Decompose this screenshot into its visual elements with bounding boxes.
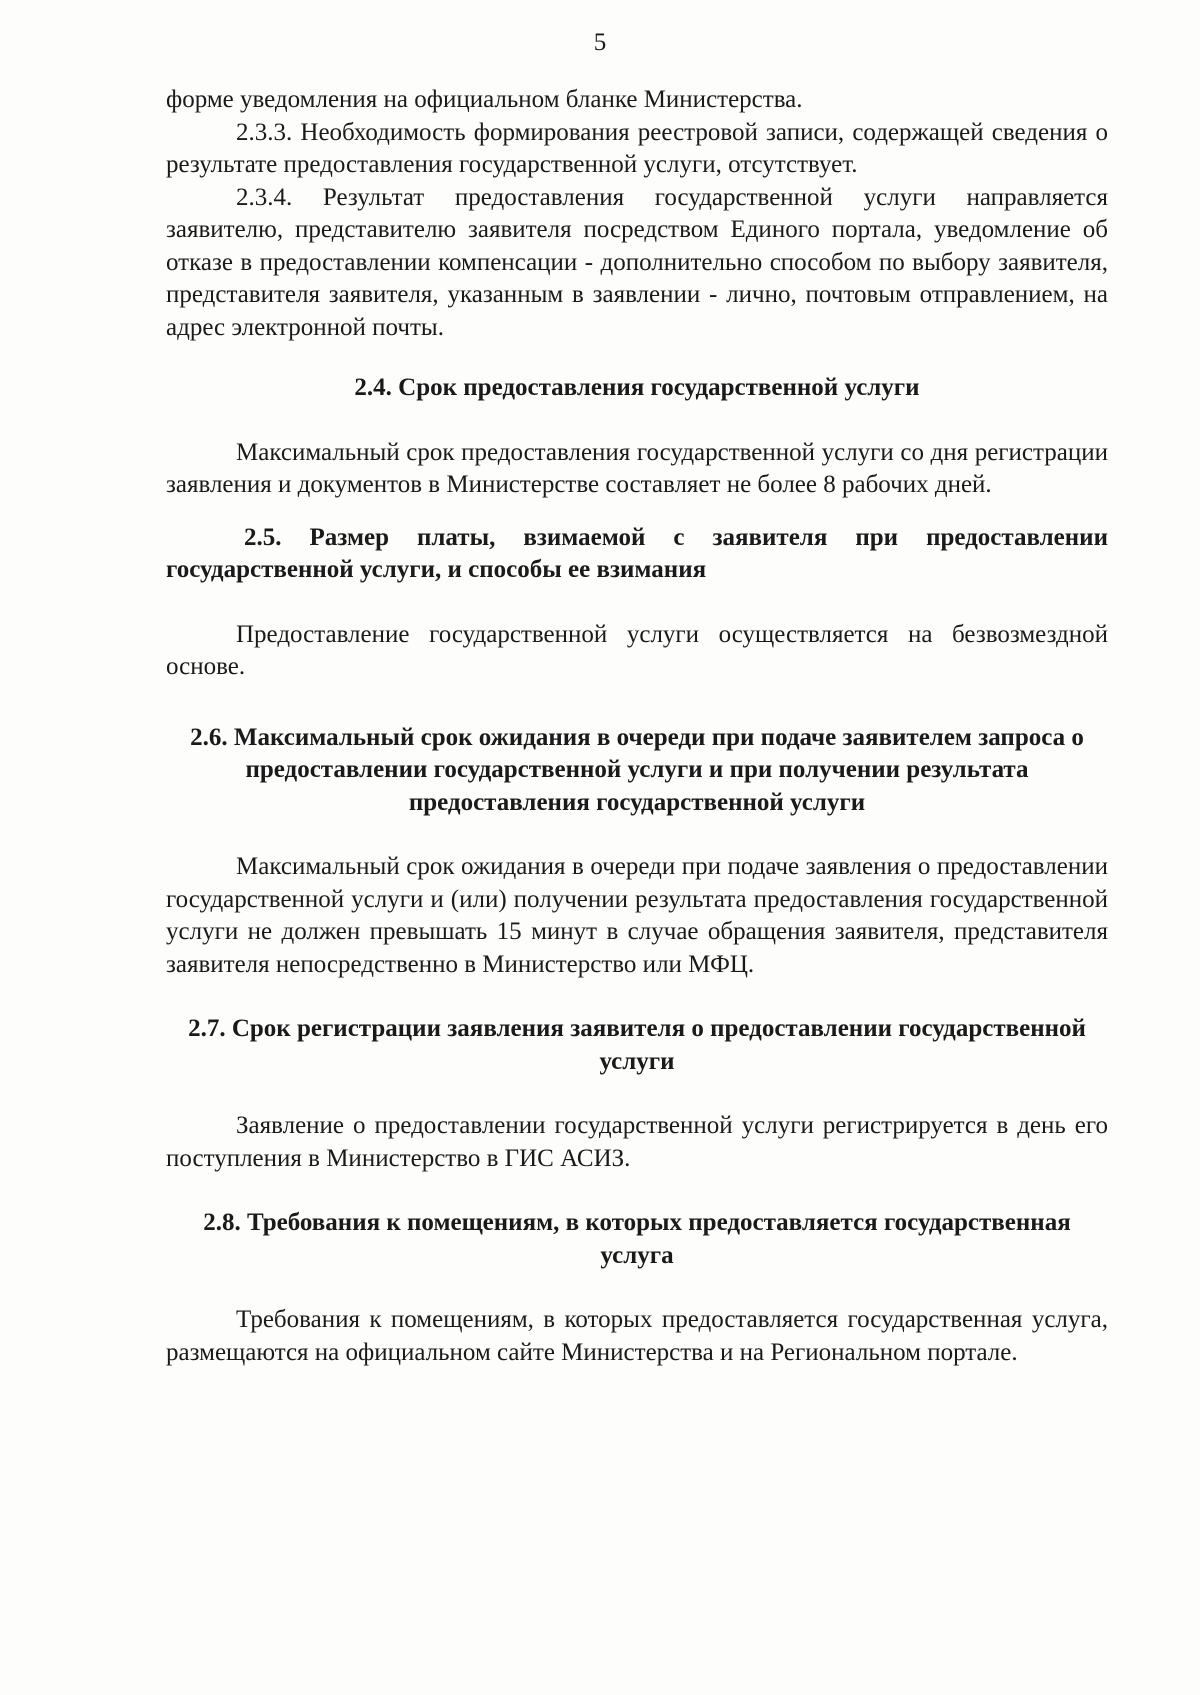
section-heading-2-7: 2.7. Срок регистрации заявления заявителя о предоставлении государственной услуги: [188, 1015, 1086, 1075]
paragraph-2-5: Предоставление государственной услуги осуществляется на безвозмездной основе.: [166, 620, 1108, 680]
paragraph-2-7: Заявление о предоставлении государственной услуги регистрируется в день его поступления в Министерство в ГИС АСИЗ.: [166, 1112, 1108, 1172]
document-body: [166, 84, 1108, 1369]
page-number: 5: [593, 29, 607, 56]
paragraph-2-4: Максимальный срок предоставления государственной услуги со дня регистрации заявления и документов в Министерстве составляет не более 8 рабочих дней.: [166, 438, 1108, 498]
paragraph-intro: форме уведомления на официальном бланке Министерства.: [166, 86, 803, 113]
section-heading-2-8: 2.8. Требования к помещениям, в которых предоставляется государственная услуга: [203, 1209, 1071, 1269]
paragraph-2-8: Требования к помещениям, в которых предоставляется государственная услуга, размещаются на официальном сайте Министерства и на Региональном портале.: [166, 1306, 1108, 1366]
paragraph-2-3-3: 2.3.3. Необходимость формирования реестровой записи, содержащей сведения о результате предоставления государственной услуги, отсутствует.: [166, 118, 1108, 178]
paragraph-2-6: Максимальный срок ожидания в очереди при подаче заявления о предоставлении государственной услуги и (или) получении результата предоставления государственной услуги не должен превышать 15 минут в случае обращения заявителя, представителя заявителя непосредственно в Министерство или МФЦ.: [166, 853, 1108, 978]
section-heading-2-5: 2.5. Размер платы, взимаемой с заявителя при предоставлении государственной услуги, и способы ее взимания: [166, 523, 1108, 583]
section-heading-2-6: 2.6. Максимальный срок ожидания в очереди при подаче заявителем запроса о предоставлении государственной услуги и при получении результата предоставления государственной услуги: [190, 723, 1084, 816]
paragraph-2-3-4: 2.3.4. Результат предоставления государственной услуги направляется заявителю, представителю заявителя посредством Единого портала, уведомление об отказе в предоставлении компенсации - дополнительно способом по выбору заявителя, представителя заявителя, указанным в заявлении - лично, почтовым отправлением, на адрес электронной почты.: [166, 183, 1108, 341]
section-heading-2-4: 2.4. Срок предоставления государственной услуги: [354, 374, 920, 401]
